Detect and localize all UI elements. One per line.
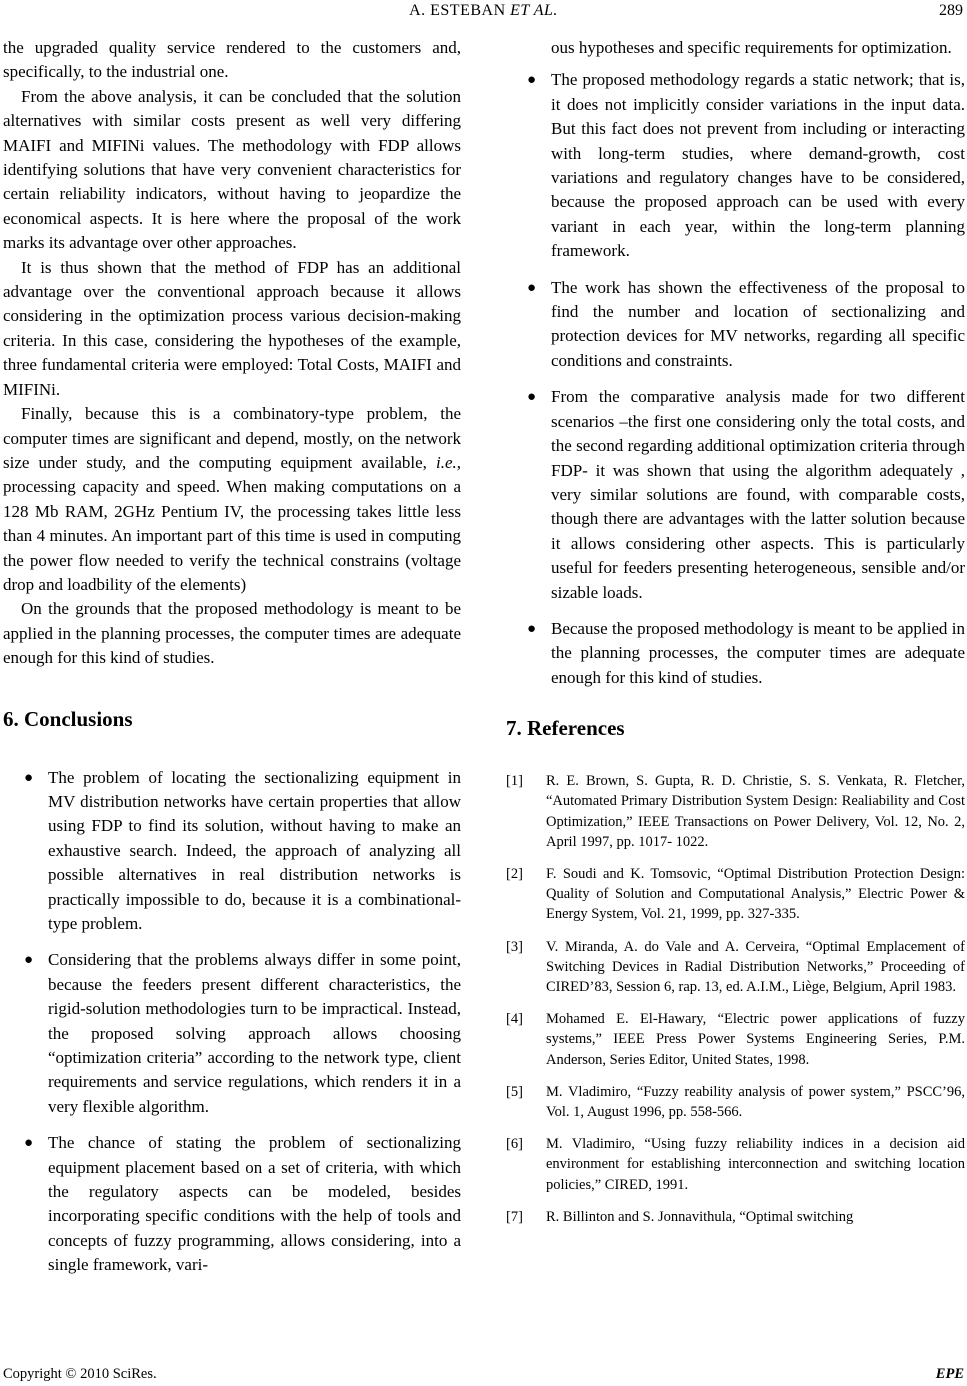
reference-text: R. Billinton and S. Jonnavithula, “Optimal switching xyxy=(546,1208,854,1225)
list-item-text: The problem of locating the sectionalizing equipment in MV distribution networks have certain properties that allow using FDP to find its solution, without having to make an exhaustive search. Indeed, the approach of analyzing all possible alternatives in real distribution networks is practically impossible to do, because it is a combinational-type problem. xyxy=(48,767,461,933)
paragraph-italic-ie: i.e. xyxy=(435,452,457,472)
running-title-etal: ET AL. xyxy=(510,2,558,19)
reference-item xyxy=(506,1134,965,1195)
reference-number: [7] xyxy=(506,1208,523,1225)
reference-text: M. Vladimiro, “Using fuzzy reliability indices in a decision aid environment for establishing interconnection and switching location policies,” CIRED, 1991. xyxy=(546,1136,965,1193)
reference-text: V. Miranda, A. do Vale and A. Cerveira, “Optimal Emplacement of Switching Devices in Radial Distribution Networks,” Proceeding of CIRED’83, Session 6, rap. 13, ed. A.I.M., Liège, Belgium, April 1983. xyxy=(546,938,965,995)
bullet-icon: ● xyxy=(527,72,537,89)
paragraph: From the above analysis, it can be concluded that the solution alternatives with similar costs present as well very differing MAIFI and MIFINi values. The methodology with FDP allows identifying solutions that have very convenient characteristics for certain reliability indicators, without having to jeopardize the economical aspects. It is here where the proposal of the work marks its advantage over other approaches. xyxy=(3,86,461,253)
right-column xyxy=(506,36,965,1239)
conclusions-list-continued xyxy=(506,36,965,690)
reference-item xyxy=(506,864,965,925)
reference-number: [4] xyxy=(506,1011,523,1028)
section-heading-references: 7. References xyxy=(506,716,625,741)
left-column xyxy=(3,36,461,1290)
reference-item xyxy=(506,771,965,852)
bullet-icon: ● xyxy=(527,279,537,296)
list-item xyxy=(506,385,965,605)
references-list xyxy=(506,771,965,1227)
section-heading-conclusions: 6. Conclusions xyxy=(3,706,133,731)
list-item xyxy=(3,1131,461,1277)
reference-text: M. Vladimiro, “Fuzzy reability analysis of power system,” PSCC’96, Vol. 1, August 1996, pp. 558-566. xyxy=(546,1083,965,1120)
running-title xyxy=(0,2,967,20)
reference-text: R. E. Brown, S. Gupta, R. D. Christie, S. S. Venkata, R. Fletcher, “Automated Primary Distribution System Design: Realiability and Cost Optimization,” IEEE Transactions on Power Delivery, Vol. 12, No. 2, April 1997, pp. 1017- 1022. xyxy=(546,773,965,850)
journal-abbreviation: EPE xyxy=(935,1366,964,1382)
reference-number: [6] xyxy=(506,1136,523,1153)
list-item-text: The work has shown the effectiveness of the proposal to find the number and location of sectionalizing and protection devices for MV networks, regarding all specific conditions and constraints. xyxy=(551,277,965,370)
paragraph: the upgraded quality service rendered to the customers and, specifically, to the industrial one. xyxy=(3,38,461,82)
list-item-text: The proposed methodology regards a static network; that is, it does not implicitly consider variations in the input data. But this fact does not prevent from including or interacting with long-term studies, where demand-growth, cost variations and regulatory changes have to be considered, because the proposed approach can be used with every variant in each year, within the long-term planning framework. xyxy=(551,70,965,261)
list-item xyxy=(506,617,965,690)
bullet-icon: ● xyxy=(24,1135,34,1152)
reference-number: [1] xyxy=(506,773,523,790)
paragraph: It is thus shown that the method of FDP has an additional advantage over the conventional approach because it allows considering in the optimization process various decision-making criteria. In this case, considering the hypotheses of the example, three fundamental criteria were employed: Total Costs, MAIFI and MIFINi. xyxy=(3,257,461,399)
list-item-text: Because the proposed methodology is meant to be applied in the planning processes, the computer times are adequate enough for this kind of studies. xyxy=(551,618,965,687)
list-item-text: The chance of stating the problem of sectionalizing equipment placement based on a set of criteria, with which the regulatory aspects can be modeled, besides incorporating specific conditions with the help of tools and concepts of fuzzy programming, allows considering, into a single framework, vari- xyxy=(48,1133,461,1275)
reference-item xyxy=(506,937,965,998)
bullet-icon: ● xyxy=(527,620,537,637)
list-item xyxy=(506,68,965,263)
reference-number: [3] xyxy=(506,938,523,955)
page-number: 289 xyxy=(939,2,963,19)
list-item-text: ous hypotheses and specific requirements for optimization. xyxy=(551,38,952,57)
list-item xyxy=(3,766,461,937)
running-title-authors: A. ESTEBAN xyxy=(409,2,511,19)
list-item-text: From the comparative analysis made for two different scenarios –the first one considering only the total costs, and the second regarding additional optimization criteria through FDP- it was shown that using the algorithm adequately , very similar solutions are found, with comparable costs, though there are advantages with the latter solution because it allows considering other aspects. This is particularly useful for feeders presenting heterogeneous, sensible and/or sizable loads. xyxy=(551,387,965,602)
bullet-icon: ● xyxy=(527,389,537,406)
list-item-continuation xyxy=(506,36,965,60)
page-header xyxy=(0,0,967,28)
paragraph: On the grounds that the proposed methodology is meant to be applied in the planning processes, the computer times are adequate enough for this kind of studies. xyxy=(3,599,461,668)
bullet-icon: ● xyxy=(24,952,34,969)
reference-number: [2] xyxy=(506,865,523,882)
reference-number: [5] xyxy=(506,1083,523,1100)
paragraph xyxy=(3,402,461,597)
reference-text: Mohamed E. El-Hawary, “Electric power applications of fuzzy systems,” IEEE Press Power Systems Engineering Series, P.M. Anderson, Series Editor, United States, 1998. xyxy=(546,1011,965,1068)
list-item xyxy=(506,276,965,374)
reference-item xyxy=(506,1009,965,1070)
reference-text: F. Soudi and K. Tomsovic, “Optimal Distribution Protection Design: Quality of Solution and Computational Analysis,” Electric Power & Energy System, Vol. 21, 1999, pp. 327-335. xyxy=(546,865,965,923)
list-item xyxy=(3,948,461,1119)
copyright-notice: Copyright © 2010 SciRes. xyxy=(3,1366,157,1382)
list-item-text: Considering that the problems always differ in some point, because the feeders present different characteristics, the rigid-solution methodologies turn to be impractical. Instead, the proposed solving approach allows choosing “optimization criteria” according to the network type, client requirements and service regulations, which renders it in a very flexible algorithm. xyxy=(48,950,461,1116)
bullet-icon: ● xyxy=(24,769,34,786)
reference-item xyxy=(506,1082,965,1122)
paragraph-text: , processing capacity and speed. When making computations on a 128 Mb RAM, 2GHz Pentium IV, the processing takes little less than 4 minutes. An important part of this time is used in computing the power flow needed to verify the technical constrains (voltage drop and loadbility of the elements) xyxy=(3,452,461,594)
reference-item xyxy=(506,1207,965,1227)
paragraph-text: Finally, because this is a combinatory-type problem, the computer times are significant and depend, mostly, on the network size under study, and the computing equipment available, xyxy=(3,404,461,472)
conclusions-list xyxy=(3,766,461,1278)
